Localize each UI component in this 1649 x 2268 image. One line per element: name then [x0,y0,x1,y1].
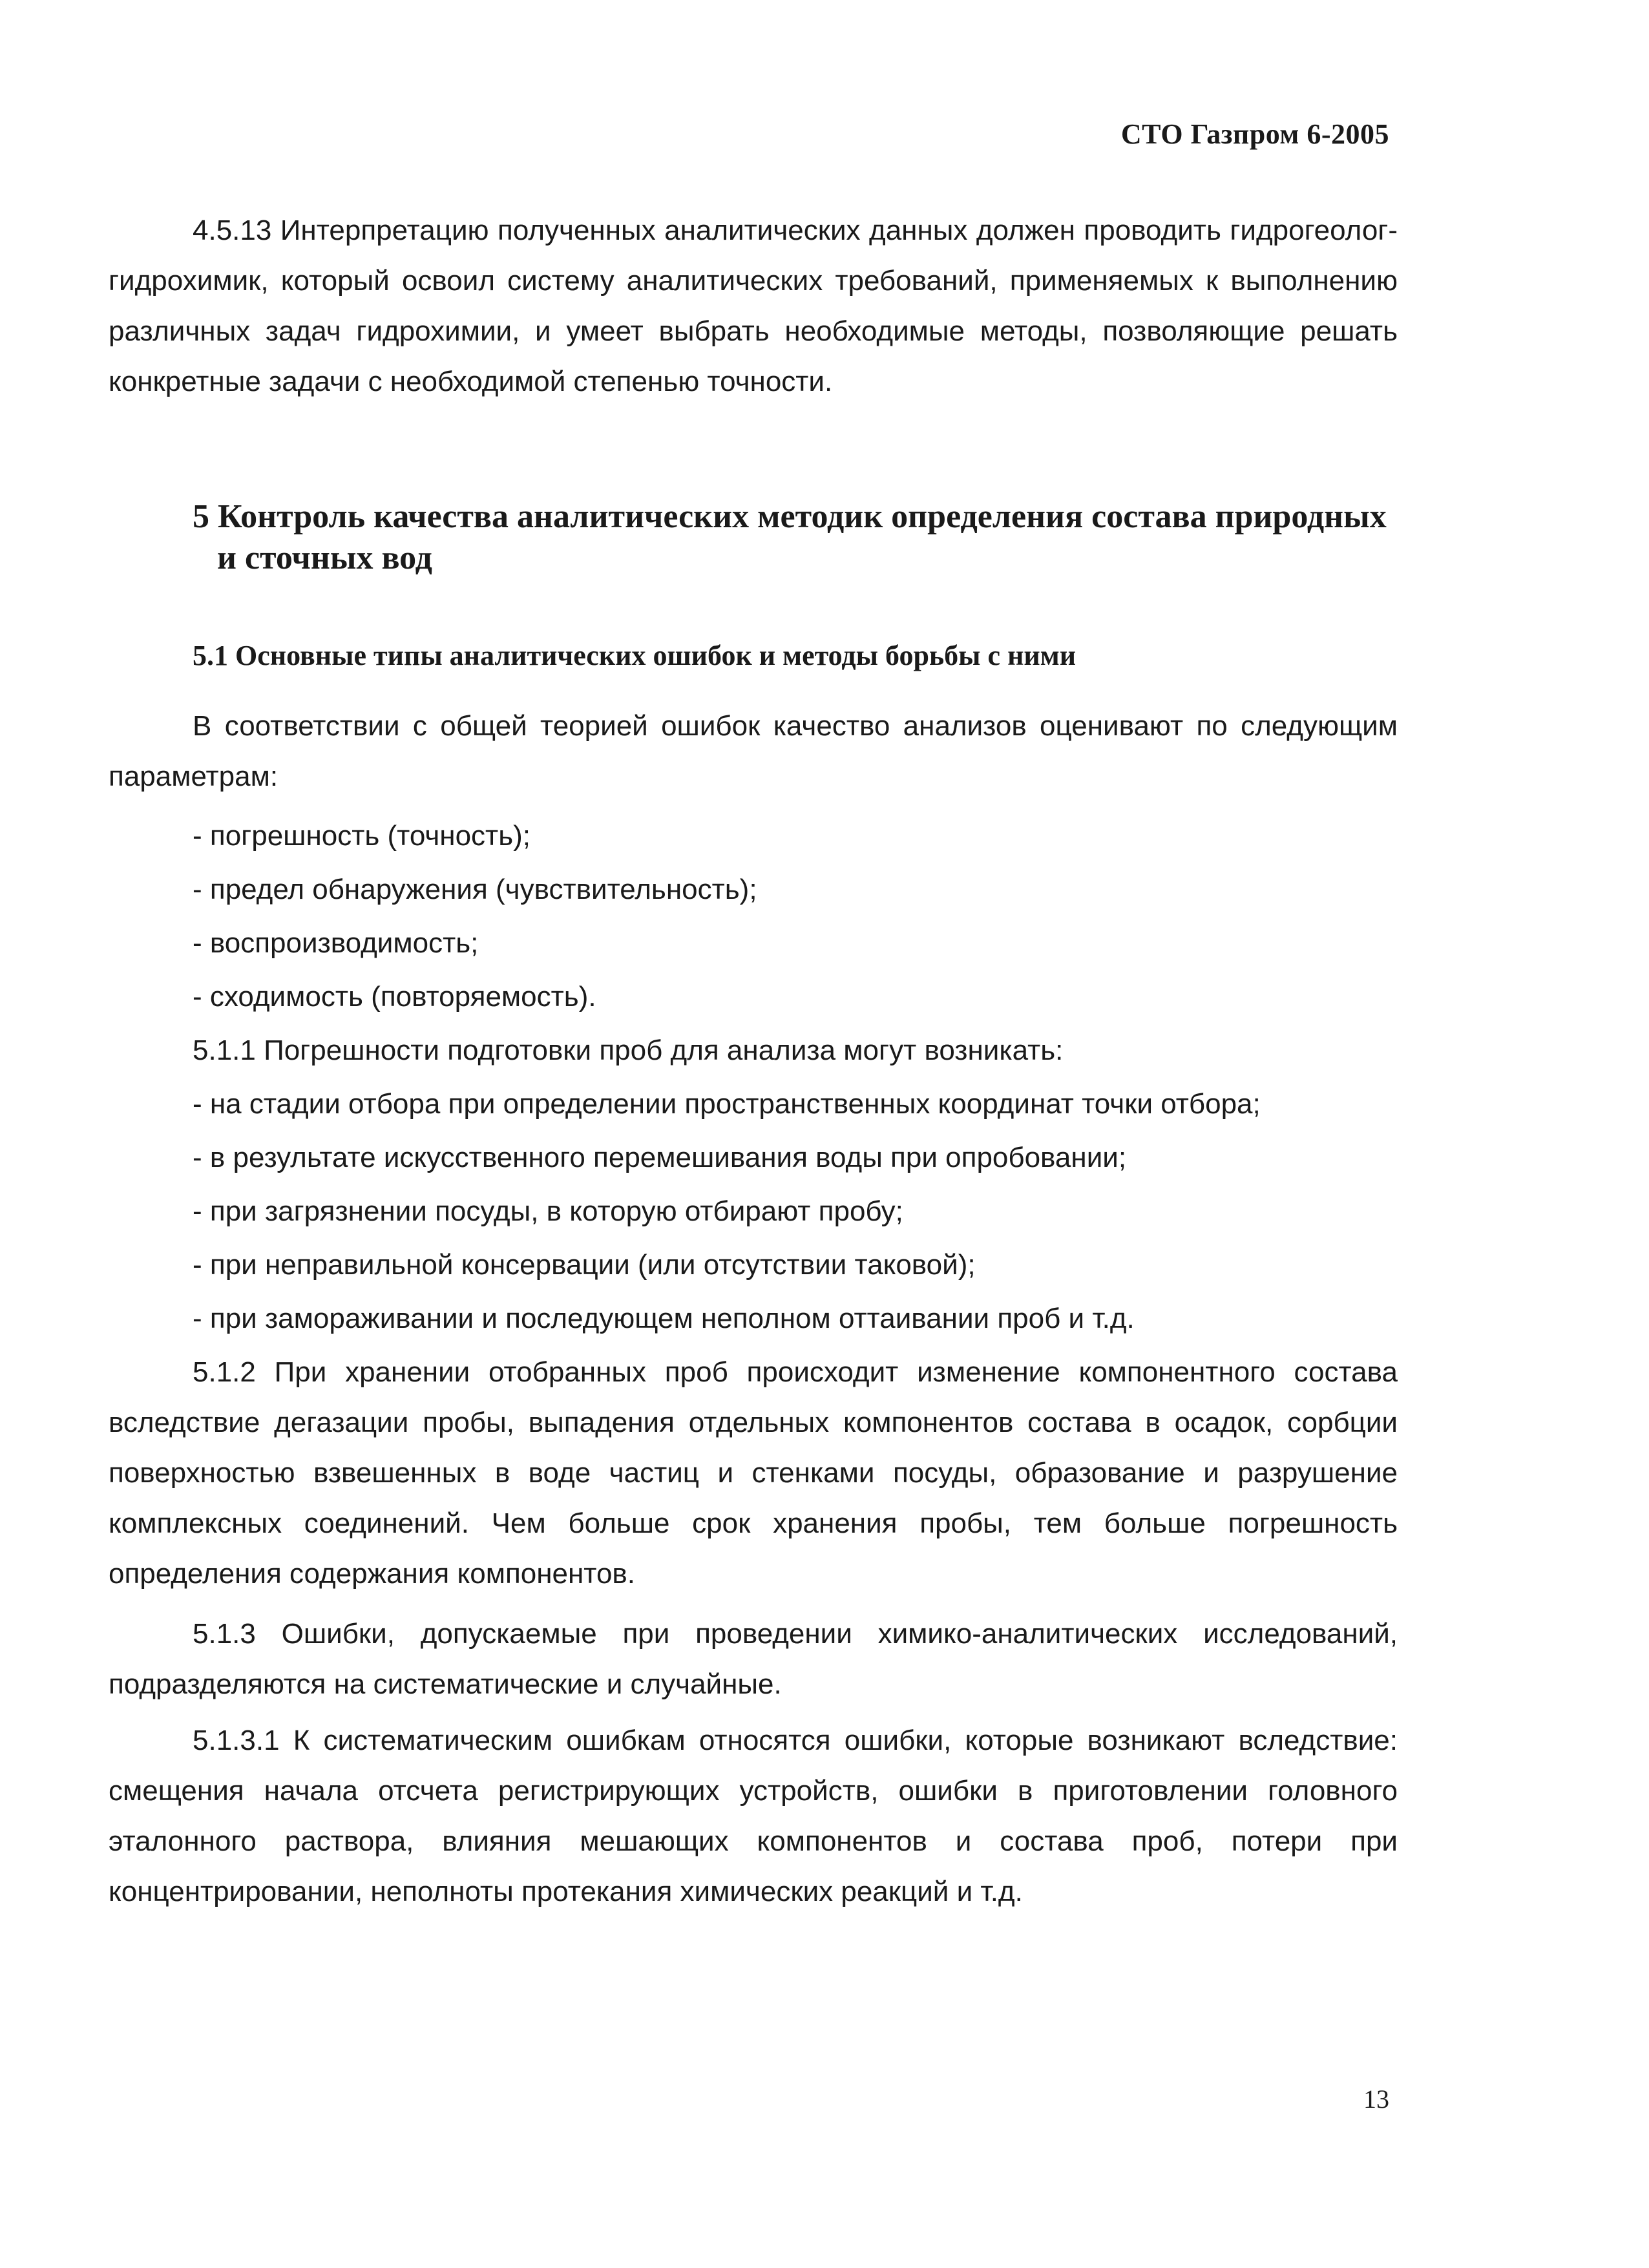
paragraph-intro: В соответствии с общей теорией ошибок качество анализов оценивают по следующим параметрам: [109,710,1398,792]
section-title [193,496,1407,579]
paragraph-5-1-1: 5.1.1 Погрешности подготовки проб для анализа могут возникать: [193,1034,1064,1066]
paragraph-5-1-3-1: 5.1.3.1 К систематическим ошибкам относятся ошибки, которые возникают вследствие: смещения начала отсчета регистрирующих устройств, ошибки в приготовлении головного эталонного раствора, влияния мешающих компонентов и состава проб, потери при концентрировании, неполноты протекания химических реакций и т.д. [109,1725,1398,1907]
source-list-item: - при замораживании и последующем неполном оттаивании проб и т.д. [193,1303,1135,1334]
parameter-list-item: - погрешность (точность); [193,820,530,852]
section-title-line2: и сточных вод [217,540,432,576]
source-list-item: - при неправильной консервации (или отсутствии таковой); [193,1249,976,1281]
parameter-list-item: - предел обнаружения (чувствительность); [193,874,757,905]
parameter-list-item: - сходимость (повторяемость). [193,981,596,1013]
paragraph-5-1-3: 5.1.3 Ошибки, допускаемые при проведении химико-аналитических исследований, подразделяются на систематические и случайные. [109,1618,1398,1700]
source-list-item: - при загрязнении посуды, в которую отбирают пробу; [193,1195,903,1227]
subsection-title: 5.1 Основные типы аналитических ошибок и методы борьбы с ними [193,640,1077,671]
paragraph-4-5-13: 4.5.13 Интерпретацию полученных аналитических данных должен проводить гидрогеолог-гидрохимик, который освоил систему аналитических требований, применяемых к выполнению различных задач гидрохимии, и умеет выбрать необходимые методы, позволяющие решать конкретные задачи с необходимой степенью точности. [109,215,1398,397]
parameter-list-item: - воспроизводимость; [193,927,479,959]
paragraph-5-1-2: 5.1.2 При хранении отобранных проб происходит изменение компонентного состава вследствие дегазации пробы, выпадения отдельных компонентов состава в осадок, сорбции поверхностью взвешенных в воде частиц и стенками посуды, образование и разрушение комплексных соединений. Чем больше срок хранения пробы, тем больше погрешность определения содержания компонентов. [109,1356,1398,1590]
source-list-item: - на стадии отбора при определении пространственных координат точки отбора; [193,1088,1261,1120]
document-header: СТО Газпром 6-2005 [1120,118,1389,150]
page-number: 13 [1363,2084,1389,2114]
section-title-line1: 5 Контроль качества аналитических методик определения состава природных [193,498,1387,535]
source-list-item: - в результате искусственного перемешивания воды при опробовании; [193,1142,1127,1173]
